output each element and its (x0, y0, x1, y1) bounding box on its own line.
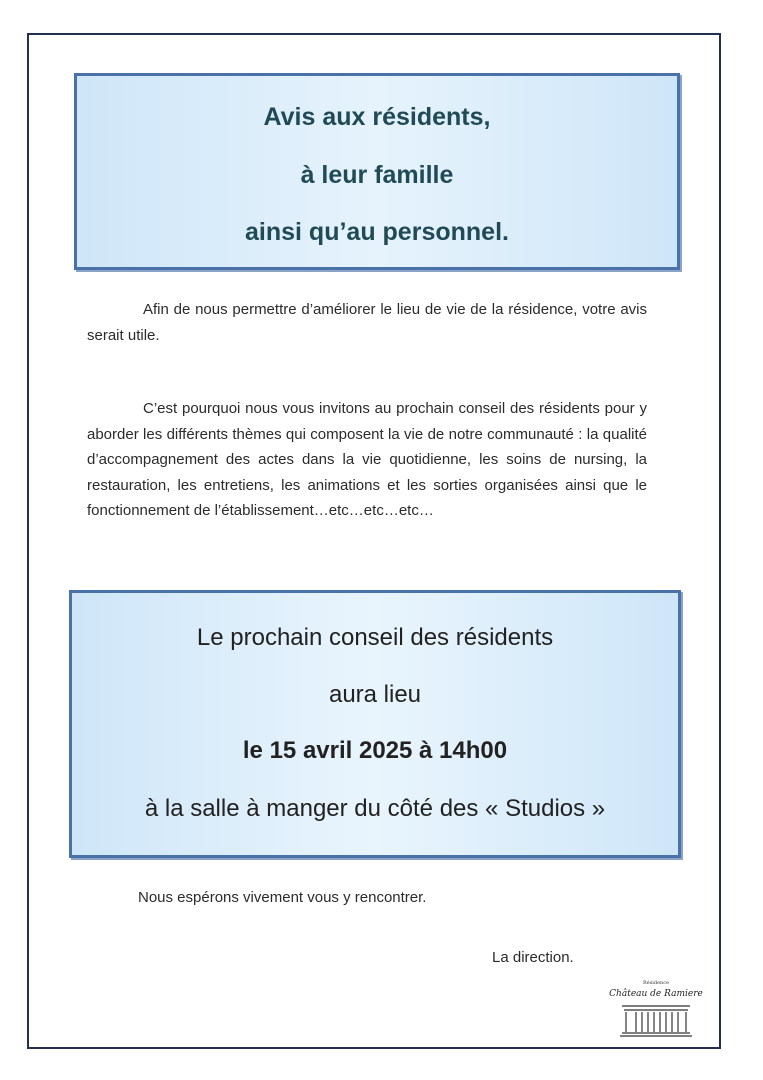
event-date: le 15 avril 2025 à 14h00 (242, 737, 508, 764)
invitation-paragraph: C’est pourquoi nous vous invitons au prochain conseil des résidents pour y aborder les différents thèmes qui composent la vie de notre communauté : la qualité d’accompagnement des actes dans la vie quotidienne, les soins de nursing, la restauration, les entretiens, les animations et les sorties organisées ainsi que le fonctionnement de l’établissement…etc…etc…etc… (87, 400, 647, 520)
logo-small-text: Résidence (642, 980, 670, 986)
header-box (74, 73, 680, 270)
signature: La direction. (492, 949, 574, 966)
building-columns-icon (620, 1006, 692, 1036)
logo-name: Château de Ramiere (609, 989, 703, 999)
residence-logo (604, 976, 708, 1038)
header-line-3: ainsi qu’au personnel. (245, 218, 509, 246)
closing-sentence: Nous espérons vivement vous y rencontrer. (138, 889, 427, 906)
event-box (69, 590, 681, 858)
intro-paragraph: Afin de nous permettre d’améliorer le lieu de vie de la résidence, votre avis serait utile. (87, 301, 647, 344)
header-line-2: à leur famille (300, 161, 454, 189)
event-line-2: aura lieu (328, 681, 422, 708)
header-line-1: Avis aux résidents, (263, 103, 491, 131)
event-line-1: Le prochain conseil des résidents (196, 624, 554, 651)
event-location: à la salle à manger du côté des « Studios » (144, 795, 606, 822)
